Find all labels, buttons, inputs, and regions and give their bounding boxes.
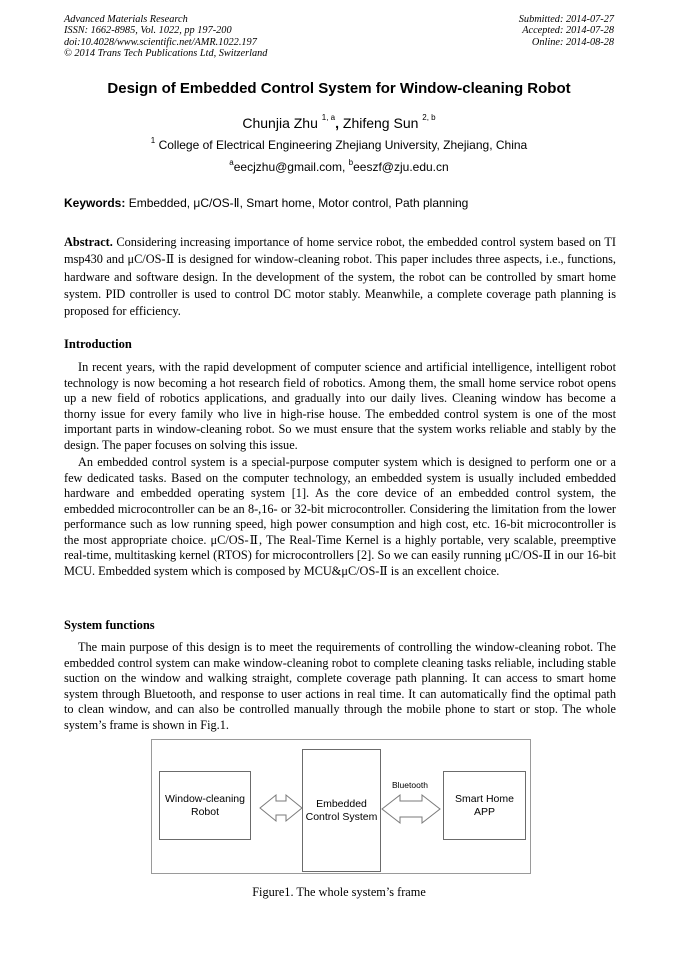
- copyright: © 2014 Trans Tech Publications Ltd, Switzerland: [64, 48, 268, 60]
- keywords-text: Embedded, μC/OS-Ⅱ, Smart home, Motor control, Path planning: [128, 196, 469, 210]
- keywords-label: Keywords:: [64, 196, 126, 210]
- right-double-arrow: [382, 795, 440, 823]
- author-2-sup: 2, b: [422, 113, 436, 122]
- figure-caption: Figure1. The whole system’s frame: [252, 885, 426, 899]
- keywords: [64, 196, 616, 210]
- introduction-paragraph-1: In recent years, with the rapid development of computer science and artificial intelligence, intelligent robot technology is now becoming a hot research field of robotics. Among them, the small home service robot opens up a new field of robotics applications, and gradually into our daily lives. Cleaning window has become a thorny issue for every family who live in high-rise house. The embedded control system is one of the most important parts in window-cleaning robot. So we must ensure that the system works reliable and stably by the design. The paper focuses on solving this issue.: [64, 360, 616, 452]
- affiliation-text: College of Electrical Engineering Zhejiang University, Zhejiang, China: [158, 138, 528, 152]
- abstract: [64, 234, 616, 320]
- submitted-date: Submitted: 2014-07-27: [518, 14, 614, 25]
- author-1-sup: 1, a: [321, 113, 336, 122]
- dates-header: [519, 14, 614, 48]
- introduction-paragraph-2: An embedded control system is a special-purpose computer system which is designed to perform one or a few dedicated tasks. Based on the computer technology, an embedded system is usually included embedded hardware and embedded operating system [1]. As the core device of an embedded control system, the embedded microcontroller can be an 8-,16- or 32-bit microcontroller. Considering the limitation from the lower performance such as low running speed, high power consumption and high cost, etc. 16-bit microcontroller is the most appropriate choice. μC/OS-Ⅱ, The Real-Time Kernel is a highly portable, very scalable, preemptive real-time, multitasking kernel (RTOS) for microcontrollers [2]. So we can easily running μC/OS-Ⅱ in our 16-bit MCU. Embedded system which is composed by MCU&μC/OS-Ⅱ is an excellent choice.: [64, 455, 616, 578]
- issn: ISSN: 1662-8985, Vol. 1022, pp 197-200: [64, 25, 232, 37]
- abstract-text: Considering increasing importance of home service robot, the embedded control system based on TI msp430 and μC/OS-Ⅱ is designed for window-cleaning robot. This paper includes three aspects, i.e., functions, hardware and software design. In the development of the system, the robot can be controlled by smart home system. PID controller is used to control DC motor stably. Meanwhile, a complete coverage path planning is proposed for efficiency.: [64, 235, 617, 319]
- email-a-sup: a: [229, 158, 234, 167]
- emails: [0, 160, 678, 174]
- email-b-sup: b: [348, 158, 354, 167]
- paper-title: Design of Embedded Control System for Window-cleaning Robot: [107, 80, 571, 97]
- authors: [0, 115, 678, 131]
- figure-arrows: [152, 740, 530, 873]
- accepted-date: Accepted: 2014-07-28: [522, 25, 614, 37]
- bluetooth-label: Bluetooth: [392, 780, 428, 790]
- email-a[interactable]: eecjzhu@gmail.com,: [233, 160, 346, 174]
- author-separator: ,: [335, 115, 339, 131]
- journal-name: Advanced Materials Research: [64, 14, 188, 25]
- doi: doi:10.4028/www.scientific.net/AMR.1022.197: [64, 36, 257, 48]
- journal-header: [64, 14, 267, 60]
- affiliation: [0, 138, 678, 152]
- embedded-control-system-label: Embedded Control System: [305, 797, 378, 823]
- system-functions-paragraph-1: The main purpose of this design is to meet the requirements of controlling the window-cleaning robot. The embedded control system can make window-cleaning robot to complete cleaning tasks reliable, including stable suction on the window and walking straight, complete coverage path planning. It can access to smart home system through Bluetooth, and response to user actions in real time. It can automatically find the optimal path to clean window, and can also be controlled manually through the mobile phone to start or stop. The whole system’s frame is shown in Fig.1.: [64, 640, 616, 732]
- smart-home-app-label: Smart Home APP: [455, 792, 514, 818]
- author-2: Zhifeng Sun: [342, 115, 419, 131]
- introduction-heading: Introduction: [64, 337, 132, 351]
- affiliation-sup: 1: [150, 136, 156, 145]
- online-date: Online: 2014-08-28: [531, 36, 614, 48]
- system-functions-heading: System functions: [64, 618, 155, 632]
- abstract-label: Abstract.: [64, 235, 113, 249]
- author-1: Chunjia Zhu: [242, 115, 318, 131]
- window-cleaning-robot-label: Window-cleaning Robot: [165, 792, 245, 818]
- email-b[interactable]: eeszf@zju.edu.cn: [353, 160, 449, 174]
- system-frame-figure: [151, 739, 531, 874]
- left-double-arrow: [260, 795, 302, 821]
